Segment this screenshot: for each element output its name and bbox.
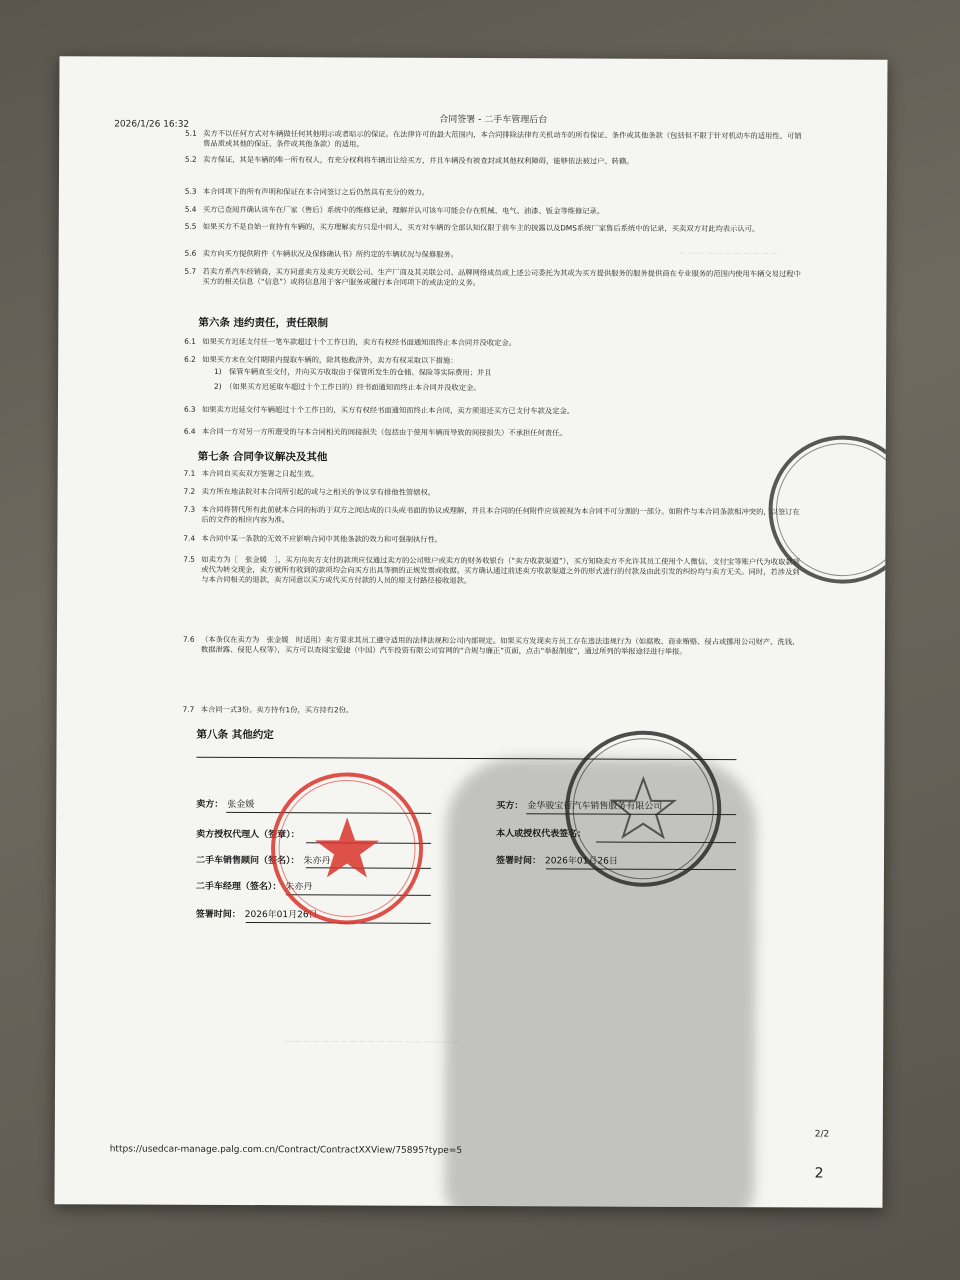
clause-6-2-item-2: 2) （如果买方迟延取车超过十个工作日的）经书面通知而终止本合同并没收定金。 (214, 381, 481, 393)
clause-5-7: 5.7 若卖方系汽车经销商，买方同意卖方及卖方关联公司、生产厂商及其关联公司、品牌网络成员或上述公司委托为其或为买方提供服务的服务提供商在专业服务的范围内使用车辆交易过程中买方的相关信息（“信息”）或将信息用于客户服务或履行本合同项下的或法定的义务。 (184, 266, 801, 288)
red-company-seal (268, 769, 427, 928)
clause-7-5: 7.5 如卖方为［ 张金媛 ］，买方向卖方支付的款项应仅通过卖方的公司账户或卖方的财务收银台（“卖方收款渠道”），买方知晓卖方不允许其员工使用个人微信、支付宝等账户代为收取款项或代为转交现金，卖方就所有收到的款项均会向买方出具等额的正规发票或收据。买方确认通过前述卖方收款渠道之外的形式进行的付款及由此引发的纠纷均与卖方无关。同时，若涉及到与本合同相关的退款，卖方同意以买方或代买方付款的人员的原支付路径接收退款。 (183, 554, 800, 586)
section-8-title: 第八条 其他约定 (196, 728, 274, 742)
clause-5-6: 5.6 卖方向买方提供附件《车辆状况及保修确认书》所约定的车辆状况与保修服务。 (184, 248, 459, 259)
clause-5-2: 5.2 卖方保证，其是车辆的唯一所有权人，有充分权利将车辆出让给买方，并且车辆没有被查封或其他权利障碍，能够依法被过户、转籍。 (185, 154, 634, 166)
seller-signature: 卖方： 张金媛 (196, 799, 255, 811)
clause-7-3: 7.3 本合同将替代所有此前就本合同的标的于双方之间达成的口头或书面的协议或理解，并且本合同的任何附件应该被视为本合同不可分割的一部分。如附件与本合同条款相冲突的，以签订在后的文件的相应内容为准。 (183, 504, 800, 525)
clause-7-1: 7.1 本合同自买卖双方签署之日起生效。 (183, 468, 319, 479)
buyer-agent-signature: 本人或授权代表签名： (496, 829, 587, 840)
print-datetime: 2026/1/26 16:32 (114, 119, 190, 130)
partial-black-seal (762, 429, 887, 590)
clause-6-2-item-1: 1) 保管车辆直至交付，并向买方收取由于保管所发生的仓储、保险等实际费用；并且 (214, 366, 492, 378)
clause-7-6: 7.6 （本条仅在卖方为 张金媛 时适用）卖方要求其员工遵守适用的法律法规和公司内部规定。如果买方发现卖方员工存在违法违规行为（如腐败、商业贿赂、侵占或挪用公司财产、洗钱、数据泄露、侵犯人权等），买方可以查阅宝爱捷（中国）汽车投资有限公司官网的“合规与廉正”页面，点击“举报制度”，通过所列的举报途径进行举报。 (182, 634, 800, 656)
handwritten-page-number: 2 (814, 1165, 824, 1182)
clause-5-4: 5.4 买方已查阅并确认该车在厂家（售后）系统中的维修记录，理解并认可该车可能会存在机械、电气、油漆、钣金等维修记录。 (184, 204, 605, 216)
clause-6-2: 6.2 如果买方未在交付期限内提取车辆的，除其他救济外，卖方有权采取以下措施： (184, 354, 458, 365)
manager-signature: 二手车经理（签名）： 朱亦丹 (195, 881, 313, 893)
clause-7-7: 7.7 本合同一式3份。卖方持有1份，买方持有2份。 (182, 704, 354, 715)
bleed-through-text: — — — — — — — — — — — — — — — — — — — (285, 1037, 459, 1046)
black-company-seal (561, 726, 727, 892)
advisor-signature: 二手车销售顾问（签名）： 朱亦丹 (195, 855, 331, 867)
contract-page (54, 56, 887, 1208)
page-counter: 2/2 (814, 1129, 830, 1140)
clause-5-3: 5.3 本合同项下的所有声明和保证在本合同签订之后仍然具有充分的效力。 (184, 186, 430, 197)
buyer-signature: 买方： 金华骏宝行汽车销售服务有限公司 (496, 801, 663, 812)
footer-url: https://usedcar-manage.palg.com.cn/Contract/ContractXXView/75895?type=5 (109, 1144, 463, 1156)
bleed-through-text: — — — — — — — — — — — (678, 248, 778, 258)
section-7-title: 第七条 合同争议解决及其他 (197, 450, 328, 464)
clause-7-4: 7.4 本合同中某一条款的无效不应影响合同中其他条款的效力和可强制执行性。 (183, 533, 443, 544)
clause-7-2: 7.2 卖方所在地法院对本合同所引起的或与之相关的争议享有排他性管辖权。 (183, 486, 436, 497)
seller-sign-date: 签署时间： 2026年01月26日 (195, 909, 318, 921)
clause-5-5: 5.5 如果买方不是自始一直持有车辆的，买方理解卖方只是中间人，买方对车辆的全部认知仅限于前车主的披露以及DMS系统厂家售后系统中的记录，买卖双方对此均表示认可。 (184, 221, 760, 234)
page-title: 合同签署 - 二手车管理后台 (439, 114, 548, 126)
section-6-title: 第六条 违约责任，责任限制 (198, 316, 329, 330)
clause-5-1: 5.1 卖方不以任何方式对车辆做任何其他明示或者暗示的保证。在法律许可的最大范围内，本合同排除法律有关机动车的所有保证、条件或其他条款（包括但不限于针对机动车的适用性、可销售品质或其他的保证、条件或其他条款）的适用。 (185, 128, 802, 149)
seller-agent-signature: 卖方授权代理人（签章）： (196, 829, 300, 841)
clause-6-4: 6.4 本合同一方对另一方所遭受的与本合同相关的间接损失（包括由于使用车辆而导致的间接损失）不承担任何责任。 (183, 426, 567, 438)
clause-6-1: 6.1 如果买方迟延支付任一笔车款超过十个工作日的，卖方有权经书面通知而终止本合同并没收定金。 (184, 336, 517, 348)
buyer-sign-date: 签署时间： 2026年01月26日 (495, 856, 618, 867)
clause-6-3: 6.3 如果卖方迟延交付车辆超过十个工作日的，买方有权经书面通知而终止本合同，卖方须退还买方已支付车款及定金。 (183, 404, 575, 416)
